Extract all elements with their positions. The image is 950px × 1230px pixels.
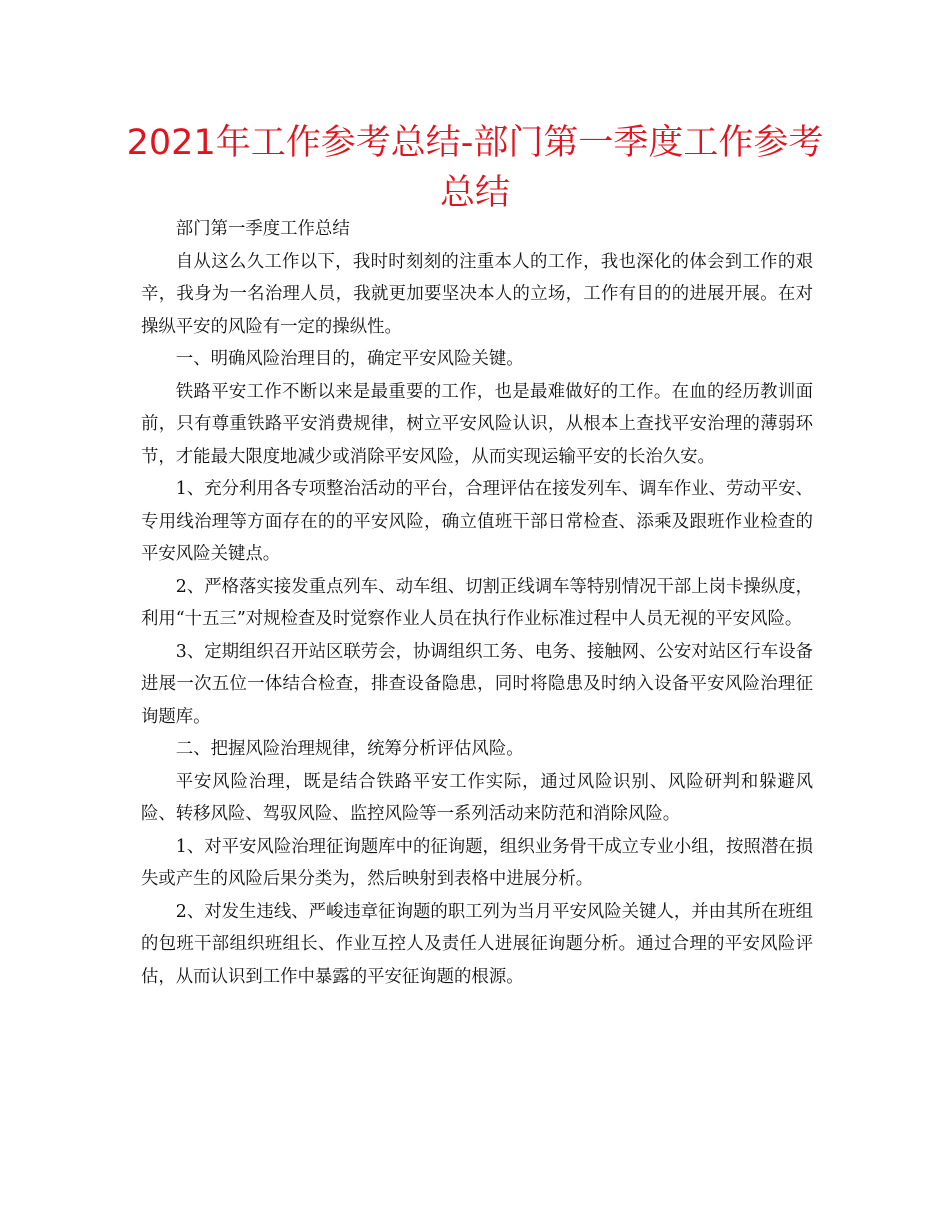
list-item: 1、对平安风险治理征询题库中的征询题，组织业务骨干成立专业小组，按照潜在损失或产生的风险后果分类为，然后映射到表格中进展分析。 [141, 836, 813, 889]
section-heading: 部门第一季度工作总结 [175, 219, 350, 239]
list-item: 1、充分利用各专项整治活动的平台，合理评估在接发列车、调车作业、劳动平安、专用线治理等方面存在的的平安风险，确立值班干部日常检查、添乘及跟班作业检查的平安风险关键点。 [141, 479, 813, 564]
document-body [141, 213, 813, 993]
intro-paragraph: 自从这么久工作以下，我时时刻刻的注重本人的工作，我也深化的体会到工作的艰辛，我身为一名治理人员，我就更加要坚决本人的立场，工作有目的的进展开展。在对操纵平安的风险有一定的操纵性。 [141, 251, 813, 337]
section-one-heading: 一、明确风险治理目的，确定平安风险关键。 [175, 349, 524, 369]
list-item: 2、严格落实接发重点列车、动车组、切割正线调车等特别情况干部上岗卡操纵度，利用“十五三”对规检查及时觉察作业人员在执行作业标准过程中人员无视的平安风险。 [141, 576, 813, 629]
section-two-heading: 二、把握风险治理规律，统筹分析评估风险。 [175, 739, 524, 759]
body-paragraph: 铁路平安工作不断以来是最重要的工作，也是最难做好的工作。在血的经历教训面前，只有尊重铁路平安消费规律，树立平安风险认识，从根本上查找平安治理的薄弱环节，才能最大限度地减少或消除平安风险，从而实现运输平安的长治久安。 [141, 381, 813, 467]
body-paragraph: 平安风险治理，既是结合铁路平安工作实际，通过风险识别、风险研判和躲避风险、转移风险、驾驭风险、监控风险等一系列活动来防范和消除风险。 [141, 771, 813, 824]
list-item: 3、定期组织召开站区联劳会，协调组织工务、电务、接触网、公安对站区行车设备进展一次五位一体结合检查，排查设备隐患，同时将隐患及时纳入设备平安风险治理征询题库。 [141, 641, 813, 727]
document-title: 2021年工作参考总结-部门第一季度工作参考总结 [126, 123, 824, 213]
list-item: 2、对发生违线、严峻违章征询题的职工列为当月平安风险关键人，并由其所在班组的包班干部组织班组长、作业互控人及责任人进展征询题分析。通过合理的平安风险评估，从而认识到工作中暴露的平安征询题的根源。 [141, 901, 813, 987]
